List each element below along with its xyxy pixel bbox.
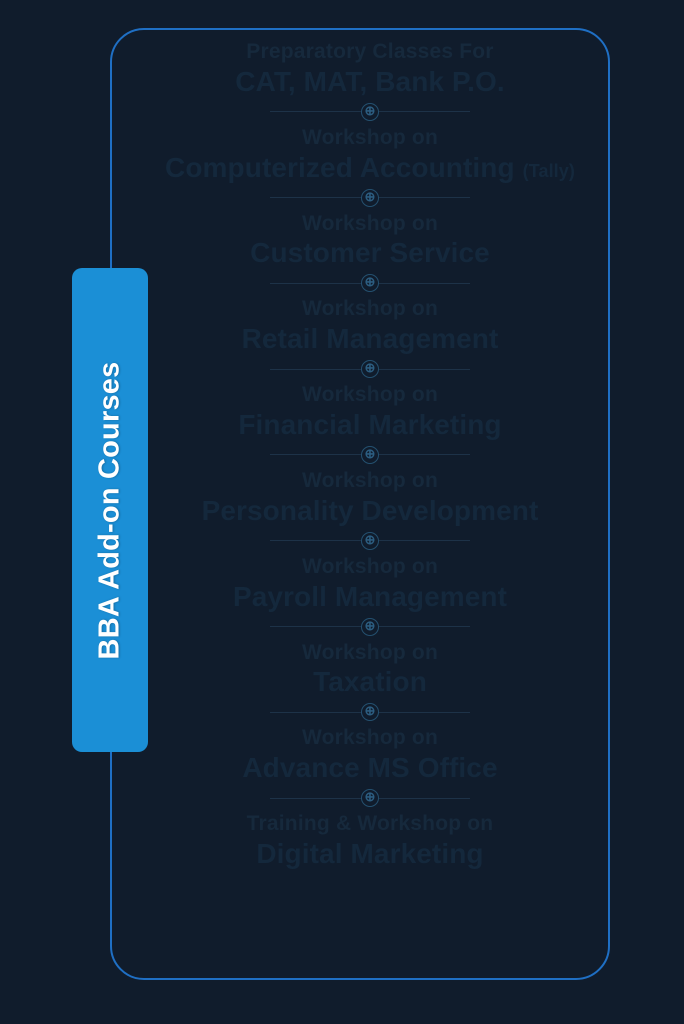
course-title-text: Retail Management: [241, 323, 499, 355]
plus-icon: ⊕: [361, 446, 379, 464]
course-item: [150, 812, 590, 870]
course-title-text: Financial Marketing: [238, 408, 502, 440]
course-separator: [150, 527, 590, 555]
course-title: [150, 751, 590, 784]
course-title: [150, 494, 590, 527]
course-title: [150, 665, 590, 698]
course-separator: [150, 441, 590, 469]
course-title-text: CAT, MAT, Bank P.O.: [235, 65, 505, 97]
course-separator: [150, 355, 590, 383]
course-item: [150, 641, 590, 699]
course-title: [150, 322, 590, 355]
course-title: [150, 151, 590, 184]
course-title: [150, 236, 590, 269]
course-item: [150, 555, 590, 613]
course-item: [150, 383, 590, 441]
course-title-text: Computerized Accounting: [165, 151, 515, 183]
course-item: [150, 40, 590, 98]
course-prefix-label: Workshop on: [302, 383, 438, 407]
course-separator: [150, 184, 590, 212]
course-item: [150, 726, 590, 784]
course-item: [150, 469, 590, 527]
course-prefix-label: Preparatory Classes For: [246, 40, 494, 63]
course-prefix-label: Training & Workshop on: [246, 812, 494, 836]
course-prefix-label: Workshop on: [302, 726, 438, 750]
course-list: [150, 40, 590, 970]
plus-icon: ⊕: [361, 703, 379, 721]
course-title-text: Advance MS Office: [242, 752, 498, 784]
course-separator: [150, 613, 590, 641]
side-tab-bba-add-on-courses: [72, 268, 148, 752]
course-separator: [150, 98, 590, 126]
course-title: [150, 408, 590, 441]
course-separator: [150, 269, 590, 297]
course-title-text: Customer Service: [250, 237, 490, 269]
course-item: [150, 126, 590, 184]
plus-icon: ⊕: [361, 274, 379, 292]
course-separator: [150, 698, 590, 726]
course-title-suffix: (Tally): [522, 160, 575, 181]
side-tab-label: BBA Add-on Courses: [93, 361, 126, 659]
course-title-text: Digital Marketing: [256, 837, 484, 869]
plus-icon: ⊕: [361, 618, 379, 636]
course-item: [150, 297, 590, 355]
plus-icon: ⊕: [361, 360, 379, 378]
plus-icon: ⊕: [361, 189, 379, 207]
plus-icon: ⊕: [361, 789, 379, 807]
course-title-text: Taxation: [313, 666, 427, 698]
course-prefix-label: Workshop on: [302, 125, 438, 149]
course-title-text: Payroll Management: [232, 580, 508, 612]
course-title: [150, 837, 590, 870]
course-title: [150, 65, 590, 98]
course-prefix-label: Workshop on: [302, 297, 438, 321]
course-prefix-label: Workshop on: [302, 468, 438, 492]
plus-icon: ⊕: [361, 532, 379, 550]
course-prefix-label: Workshop on: [302, 211, 438, 235]
course-prefix-label: Workshop on: [302, 554, 438, 578]
course-item: [150, 212, 590, 270]
course-prefix-label: Workshop on: [302, 640, 438, 664]
plus-icon: ⊕: [361, 103, 379, 121]
course-separator: [150, 784, 590, 812]
course-title-text: Personality Development: [201, 494, 539, 526]
course-title: [150, 580, 590, 613]
